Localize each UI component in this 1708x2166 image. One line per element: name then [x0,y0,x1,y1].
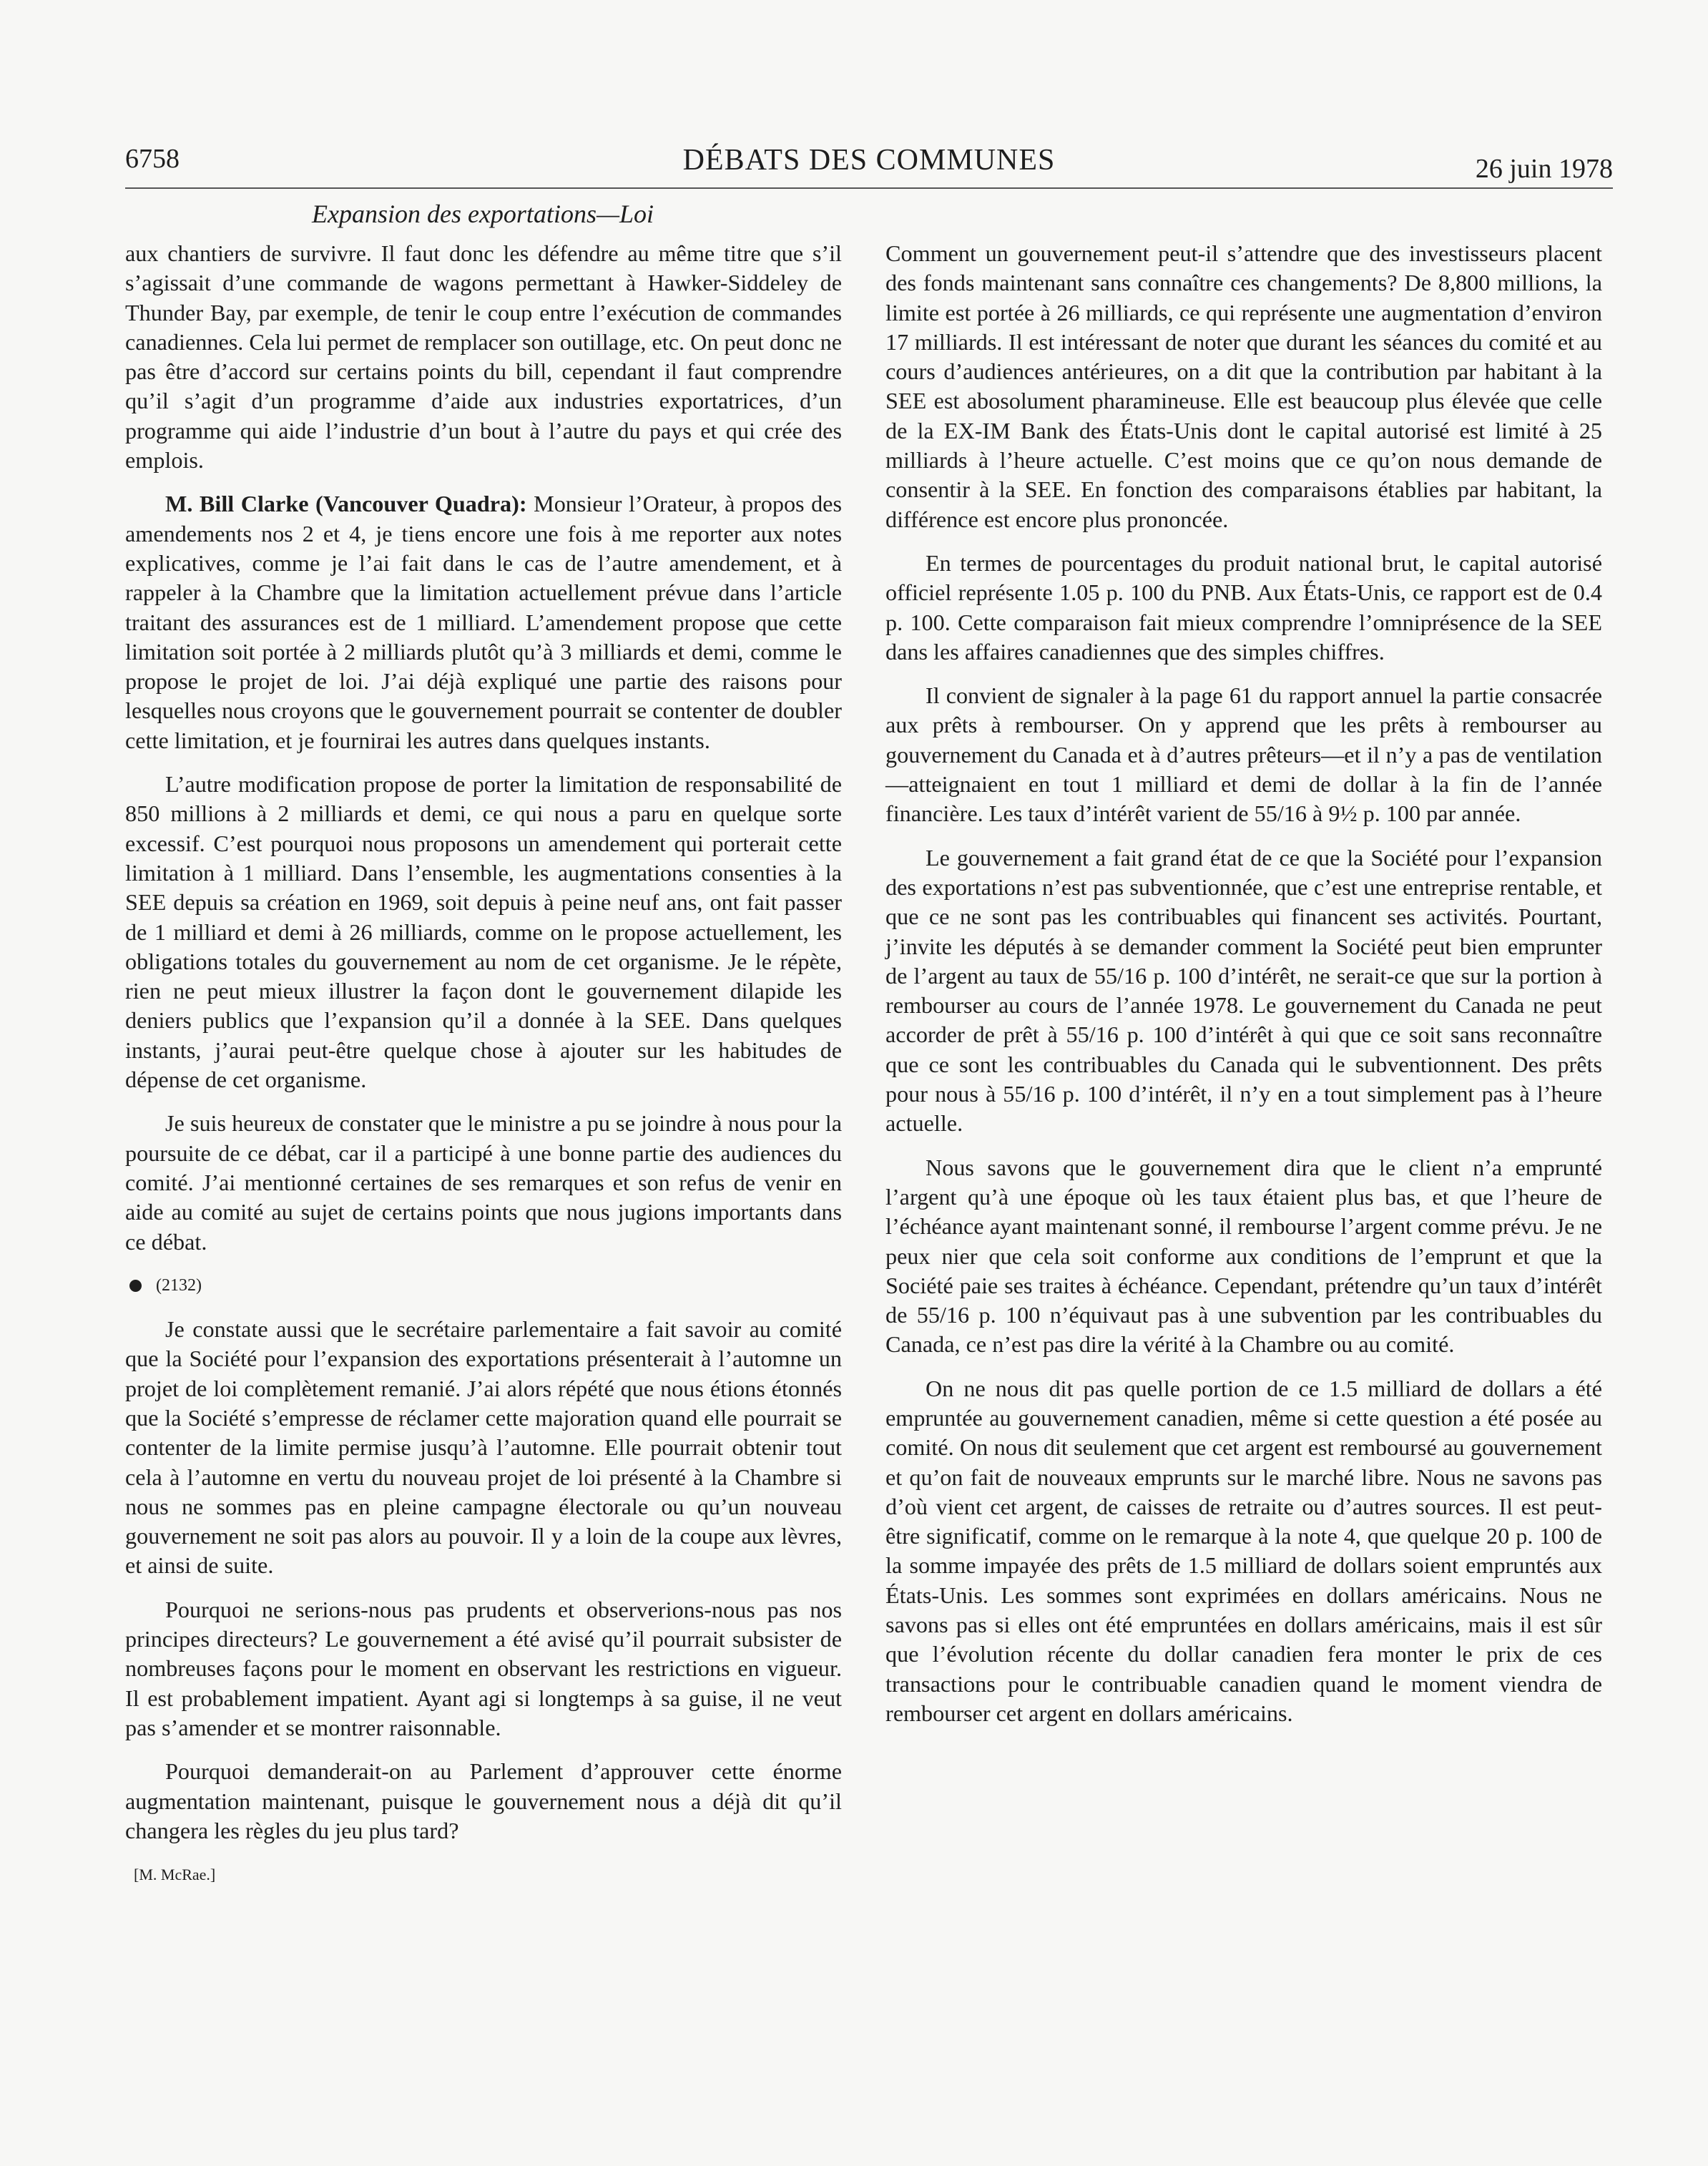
issue-date: 26 juin 1978 [1475,154,1613,184]
paragraph: En termes de pourcentages du produit national brut, le capital autorisé officiel représente 1.05 p. 100 du PNB. Aux États-Unis, ce rapport est de 0.4 p. 100. Cette comparaison fait mieux comprendre l’omniprésence de la SEE dans les affaires canadiennes que des simples chiffres. [885,549,1602,665]
page-header [125,143,1613,189]
speaker-name: M. Bill Clarke (Vancouver Quadra): [165,491,527,517]
paragraph: Le gouvernement a fait grand état de ce que la Société pour l’expansion des exportations n’est pas subventionnée, que c’est une entreprise rentable, et que ce ne sont pas les contribuables qui financent ses activités. Pourtant, j’invite les députés à se demander comment la Société peut bien emprunter de l’argent au taux de 55/16 p. 100 d’intérêt, ne serait-ce que sur la portion à rembourser au cours de l’année 1978. Le gouvernement du Canada ne peut accorder de prêt à 55/16 p. 100 d’intérêt à qui que ce soit sans reconnaître que ce sont les contribuables du Canada qui le subventionnent. Des prêts pour nous à 55/16 p. 100 d’intérêt, il n’y en a tout simplement pas à l’heure actuelle. [885,844,1602,1137]
paragraph: Je suis heureux de constater que le ministre a pu se joindre à nous pour la poursuite de ce débat, car il a participé à une bonne partie des audiences du comité. J’ai mentionné certaines de ses remarques et son refus de venir en aide au comité au sujet de certains points que nous jugions importants dans ce débat. [125,1110,842,1255]
speech-text: Monsieur l’Orateur, à propos des amendements nos 2 et 4, je tiens encore une fois à me reporter aux notes explicatives, comme je l’ai fait dans le cas de l’autre amendement, et à rappeler à la Chambre que la limitation actuellement prévue dans l’article traitant des assurances est de 1 milliard. L’amendement propose que cette limitation soit portée à 2 milliards plutôt qu’à 3 milliards et demi, comme le propose le projet de loi. J’ai déjà expliqué une partie des raisons pour lesquelles nous croyons que le gouvernement pourrait se contenter de doubler cette limitation, et je fournirai les autres dans quelques instants. [125,491,842,753]
time-marker-text: (2132) [156,1275,202,1295]
publication-title: DÉBATS DES COMMUNES [682,144,1056,177]
speaker-paragraph [125,489,842,755]
right-column [885,239,1602,1743]
paragraph: On ne nous dit pas quelle portion de ce 1.5 milliard de dollars a été empruntée au gouvernement canadien, même si cette question a été posée au comité. On nous dit seulement que cet argent est remboursé au gouvernement et qu’on fait de nouveaux emprunts sur le marché libre. Nous ne savons pas d’où vient cet argent, de caisses de retraite ou d’autres sources. Il est peut-être significatif, comme on le remarque à la note 4, que quelque 20 p. 100 de la somme impayée des prêts de 1.5 milliard de dollars soient empruntés aux États-Unis. Les sommes sont exprimées en dollars américains. Nous ne savons pas si elles ont été empruntées en dollars américains, mais il est sûr que l’évolution récente du dollar canadien fera monter le prix de ces transactions pour le contribuable canadien quand le moment viendra de rembourser cet argent en dollars américains. [885,1375,1602,1726]
paragraph: aux chantiers de survivre. Il faut donc les défendre au même titre que s’il s’agissait d’une commande de wagons permettant à Hawker-Siddeley de Thunder Bay, par exemple, de tenir le coup entre l’exécution de commandes canadiennes. Cela lui permet de remplacer son outillage, etc. On peut donc ne pas être d’accord sur certains points du bill, cependant il faut comprendre qu’il s’agit d’un programme d’aide aux industries exportatrices, d’un programme qui aide l’industrie d’un bout à l’autre du pays et qui crée des emplois. [125,240,842,474]
time-marker [125,1271,842,1300]
running-head: Expansion des exportations—Loi [312,200,654,228]
paragraph: Nous savons que le gouvernement dira que le client n’a emprunté l’argent qu’à une époque où les taux étaient plus bas, et que l’heure de l’échéance ayant maintenant sonné, il rembourse l’argent comme prévu. Je ne peux nier que cela soit conforme aux conditions de l’emprunt et que la Société paie ses traites à échéance. Cependant, prétendre qu’un taux d’intérêt de 55/16 p. 100 n’équivaut pas à une subvention par les contribuables du Canada, ce n’est pas dire la vérité à la Chambre ou au comité. [885,1154,1602,1358]
paragraph: Il convient de signaler à la page 61 du rapport annuel la partie consacrée aux prêts à rembourser. On y apprend que les prêts à rembourser au gouvernement du Canada et à d’autres prêteurs—et il n’y a pas de ventilation—atteignaient en tout 1 milliard et demi de dollar à la fin de l’année financière. Les taux d’intérêt varient de 55/16 à 9½ p. 100 par année. [885,682,1602,827]
paragraph: Pourquoi ne serions-nous pas prudents et observerions-nous pas nos principes directeurs? Le gouvernement a été avisé qu’il pourrait subsister de nombreuses façons pour le moment en observant les restrictions en vigueur. Il est probablement impatient. Ayant agi si longtemps à sa guise, il ne veut pas s’amender et se montrer raisonnable. [125,1596,842,1740]
page-number: 6758 [125,144,180,174]
paragraph: L’autre modification propose de porter la limitation de responsabilité de 850 millions à 2 milliards et demi, ce qui nous a paru en quelque sorte excessif. C’est pourquoi nous proposons un amendement qui porterait cette limitation à 1 milliard. Dans l’ensemble, les augmentations consenties à la SEE depuis sa création en 1969, soit depuis à peine neuf ans, ont fait passer de 1 milliard et demi à 26 milliards, comme on le propose actuellement, les obligations totales du gouvernement au nom de cet organisme. Je le répète, rien ne peut mieux illustrer la façon dont le gouvernement dilapide les deniers publics que l’expansion qu’il a donnée à la SEE. Dans quelques instants, j’aurai peut-être quelque chose à ajouter sur les habitudes de dépense de cet organisme. [125,771,842,1093]
left-column [125,239,842,1889]
speaker-signature: [M. McRae.] [134,1866,216,1884]
paragraph: Je constate aussi que le secrétaire parlementaire a fait savoir au comité que la Société pour l’expansion des exportations présenterait à l’automne un projet de loi complètement remanié. J’ai alors répété que nous étions étonnés que la Société s’empresse de réclamer cette majoration quand elle pourrait se contenter de la limite permise jusqu’à l’automne. Elle pourrait obtenir tout cela à l’automne en vertu du nouveau projet de loi présenté à la Chambre si nous ne sommes pas en pleine campagne électorale ou qu’un nouveau gouvernement ne soit pas alors au pouvoir. Il y a loin de la coupe aux lèvres, et ainsi de suite. [125,1316,842,1579]
paragraph: Comment un gouvernement peut-il s’attendre que des investisseurs placent des fonds maintenant sans connaître ces changements? De 8,800 millions, la limite est portée à 26 milliards, ce qui représente une augmentation d’environ 17 milliards. Il est intéressant de noter que durant les séances du comité et au cours d’audiences antérieures, on a dit que la contribution par habitant à la SEE est abosolument pharamineuse. Elle est beaucoup plus élevée que celle de la EX-IM Bank des États-Unis dont le capital autorisé est limité à 25 milliards à l’heure actuelle. C’est moins que ce qu’on nous demande de consentir à la SEE. En fonction des comparaisons établies par habitant, la différence est encore plus prononcée. [885,240,1602,532]
bullet-icon [129,1280,142,1292]
paragraph: Pourquoi demanderait-on au Parlement d’approuver cette énorme augmentation maintenant, puisque le gouvernement nous a déjà dit qu’il changera les règles du jeu plus tard? [125,1758,842,1843]
